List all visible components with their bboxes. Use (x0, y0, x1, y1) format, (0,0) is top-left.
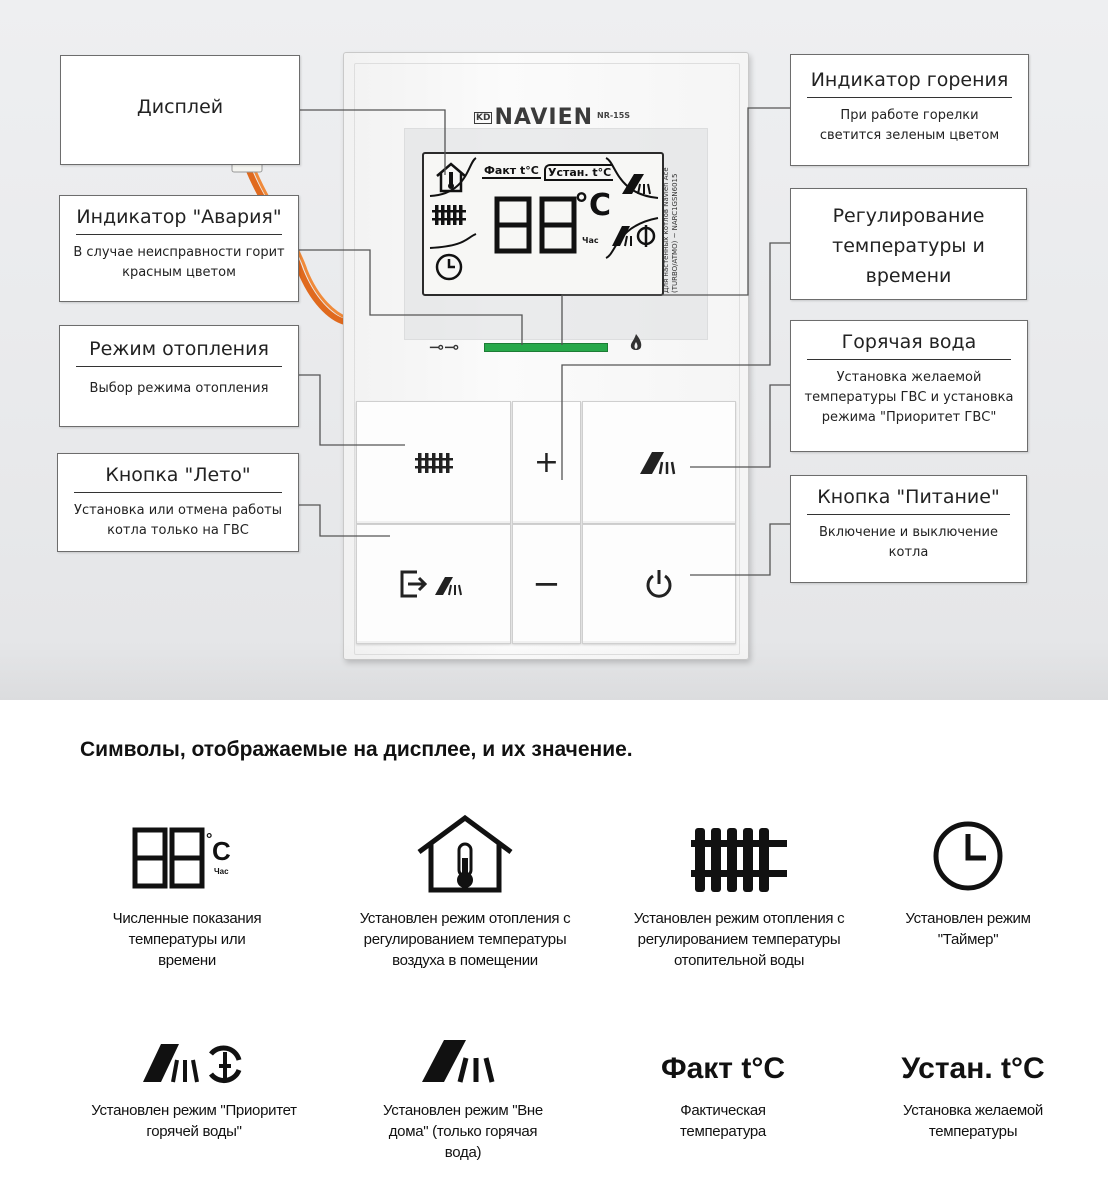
hour-label: Час (582, 236, 599, 245)
legend-item-radiator (614, 808, 864, 971)
legend-pic (614, 808, 864, 894)
legend-caption: Установлен режим "Таймер" (905, 910, 1031, 948)
callout-hot-water (790, 320, 1028, 452)
hot-water-button[interactable] (582, 401, 736, 524)
legend-caption: Фактическая температура (680, 1102, 766, 1140)
legend-title: Символы, отображаемые на дисплее, и их значение. (80, 738, 633, 761)
callout-display (60, 55, 300, 165)
legend-item-fact (598, 1000, 848, 1142)
legend-pic (843, 808, 1093, 894)
callout-alarm (59, 195, 299, 302)
callout-divider (807, 359, 1011, 360)
svg-text:C: C (212, 836, 231, 866)
shower-priority-icon (139, 1036, 249, 1086)
status-led-bar (484, 343, 608, 352)
callout-divider (807, 514, 1010, 515)
summer-button[interactable] (356, 524, 511, 644)
callout-description: Выбор режима отопления (89, 381, 269, 396)
legend-pic (338, 1000, 588, 1086)
callout-description: Установка или отмена работы котла только на ГВС (74, 503, 282, 538)
callout-title: Кнопка "Питание" (817, 486, 1000, 508)
lcd-display (422, 152, 664, 296)
clock-icon (928, 818, 1008, 894)
callout-regulation (790, 188, 1027, 300)
legend-pic (598, 1000, 848, 1086)
legend-item-clock (843, 808, 1093, 950)
callout-title: Регулирование температуры и времени (832, 205, 985, 287)
legend-item-away (338, 1000, 588, 1163)
legend-item-house (340, 808, 590, 971)
legend-caption: Установлен режим "Вне дома" (только горячая вода) (383, 1102, 543, 1161)
legend-caption: Численные показания температуры или времени (112, 910, 262, 969)
callout-title: Дисплей (136, 96, 224, 118)
svg-text:°: ° (206, 831, 213, 848)
radiator-icon (691, 824, 787, 894)
callout-title: Горячая вода (841, 331, 977, 353)
legend-caption: Установка желаемой температуры (902, 1102, 1043, 1140)
callout-burner (790, 54, 1029, 166)
callout-heating-mode (59, 325, 299, 427)
decrease-button[interactable]: − (512, 524, 581, 644)
heating-mode-button[interactable] (356, 401, 511, 524)
legend-item-digits (62, 808, 312, 971)
callout-divider (807, 97, 1012, 98)
legend-caption: Установлен режим отопления с регулированием температуры отопительной воды (633, 910, 845, 969)
lcd-left-separator (426, 154, 478, 294)
callout-divider (76, 366, 282, 367)
side-sticker-text: Для настенных котлов Navien Ace (TURBO/ATMO) ~ NARC1GSN6015 (662, 167, 679, 293)
callout-divider (76, 234, 282, 235)
lcd-fact-label: Факт t°C (484, 164, 539, 177)
callout-summer (57, 453, 299, 552)
digits-icon (132, 824, 242, 894)
seven-segment-digits (492, 194, 582, 256)
legend-pic (69, 1000, 319, 1086)
set-temperature-label: Устан. t°C (901, 1052, 1045, 1085)
legend-pic (340, 808, 590, 894)
increase-button[interactable]: + (512, 401, 581, 524)
callout-title: Индикатор "Авария" (76, 206, 282, 228)
flame-icon (628, 333, 644, 353)
wrench-icon: ⊸⊸ (429, 337, 460, 358)
power-button[interactable] (582, 524, 736, 644)
shower-icon (418, 1034, 508, 1086)
callout-title: Индикатор горения (810, 69, 1009, 91)
callout-description: Включение и выключение котла (818, 525, 999, 560)
exit-shower-icon (399, 569, 469, 599)
callout-description: В случае неисправности горит красным цветом (73, 245, 285, 280)
legend-caption: Установлен режим "Приоритет горячей воды" (91, 1102, 297, 1140)
callout-title: Кнопка "Лето" (105, 464, 251, 486)
legend-caption: Установлен режим отопления с регулированием температуры воздуха в помещении (359, 910, 571, 969)
svg-text:Час: Час (214, 867, 229, 876)
callout-description: Установка желаемой температуры ГВС и установка режима "Приоритет ГВС" (804, 370, 1014, 425)
fact-temperature-label: Факт t°C (661, 1052, 785, 1085)
power-icon (644, 568, 674, 600)
legend-pic (62, 808, 312, 894)
legend-item-ustan (848, 1000, 1098, 1142)
radiator-icon (415, 451, 453, 475)
legend-pic (848, 1000, 1098, 1086)
house-thermometer-icon (415, 814, 515, 894)
callout-title: Режим отопления (89, 338, 269, 360)
shower-icon (638, 450, 680, 476)
remote-controller (343, 52, 749, 660)
model-label: NR-15S (597, 111, 631, 120)
lcd-right-separator (602, 154, 662, 294)
callout-divider (74, 492, 282, 493)
brand-logo: KD NAVIEN (476, 105, 594, 130)
callout-description: При работе горелки светится зеленым цветом (819, 108, 1000, 143)
callout-power (790, 475, 1027, 583)
celsius-symbol: °C (574, 188, 612, 223)
photo-shadow (0, 640, 1108, 700)
lcd-ustan-label: Устан. t°C (544, 164, 613, 181)
legend-item-priority (69, 1000, 319, 1142)
